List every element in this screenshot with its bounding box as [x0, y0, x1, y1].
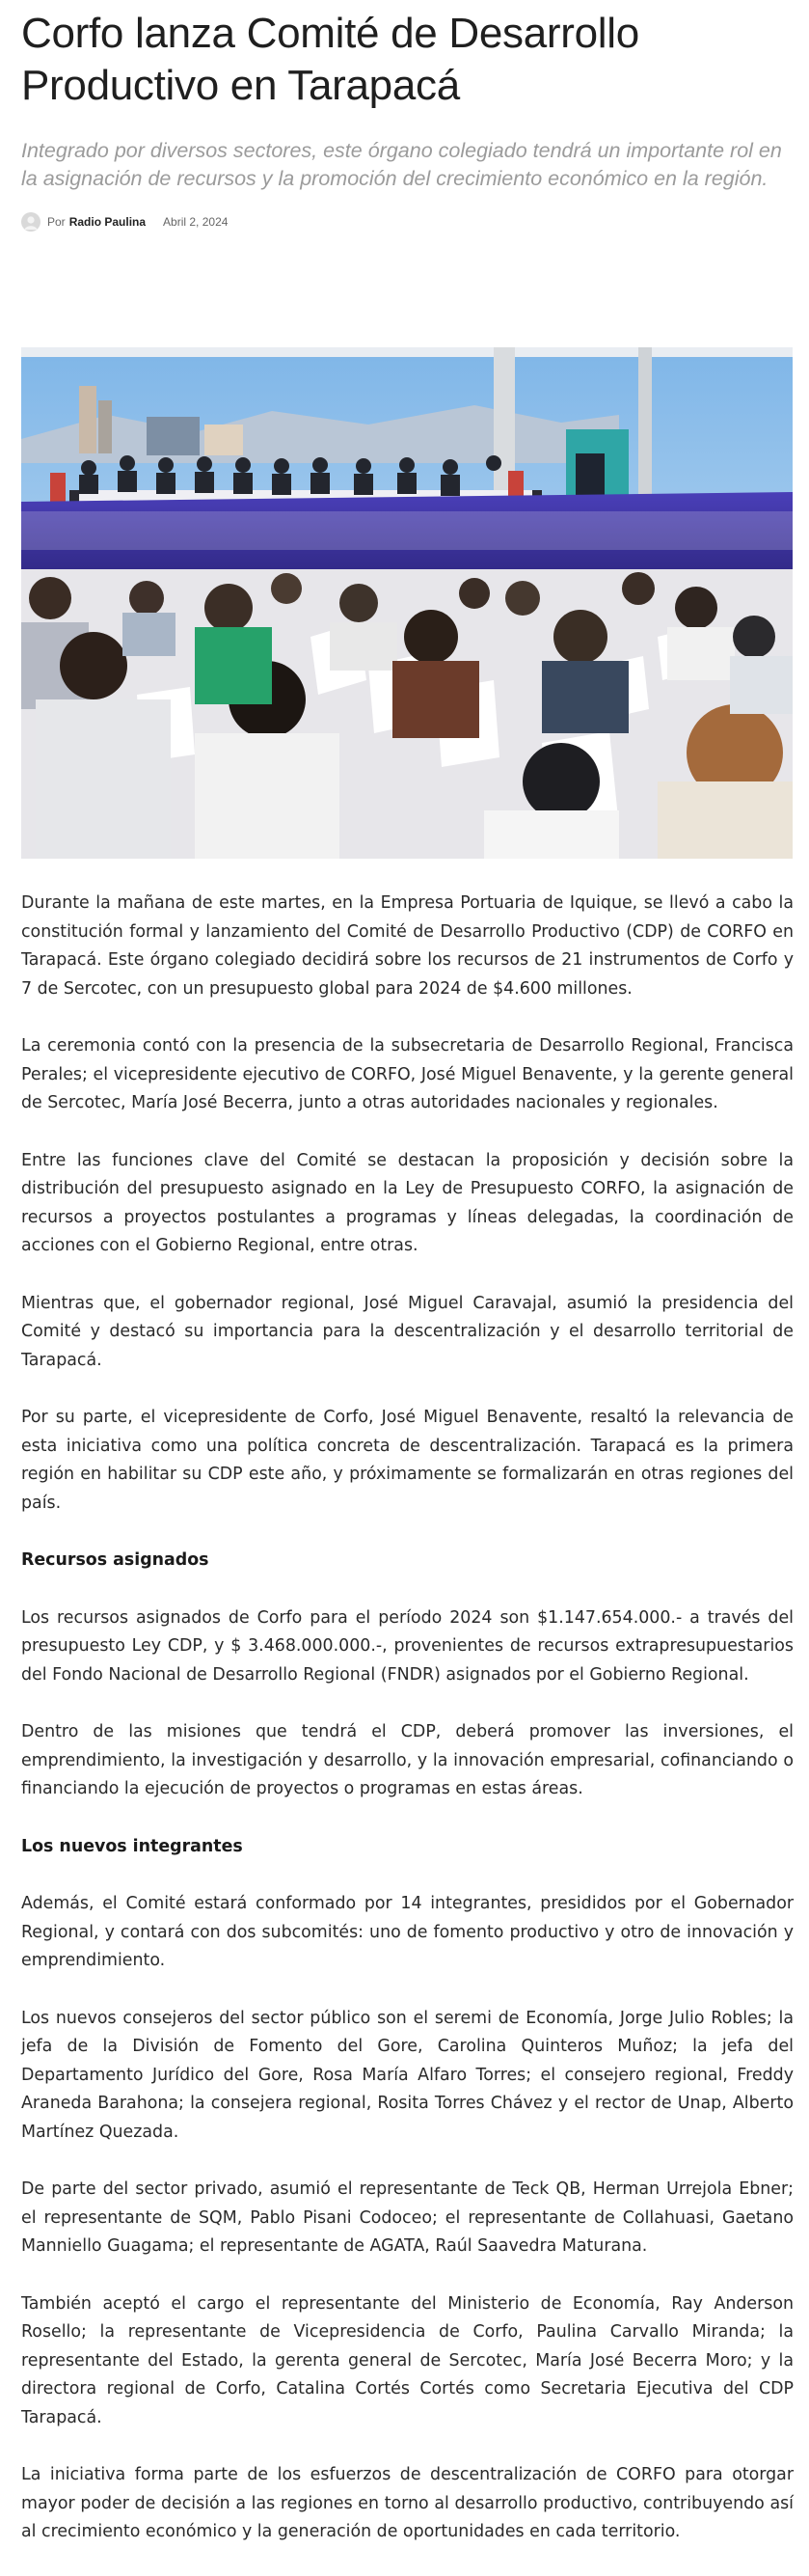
paragraph: Los recursos asignados de Corfo para el período 2024 son $1.147.654.000.- a través del presupuesto Ley CDP, y $ 3.468.000.000.-, provenientes de recursos extrapresupuestarios del Fondo Nacional de Desarrollo Regional (FNDR) asignados por el Gobierno Regional. [21, 1607, 794, 1685]
paragraph: Por su parte, el vicepresidente de Corfo, José Miguel Benavente, resaltó la relevancia de esta iniciativa como una política concreta de descentralización. Tarapacá es la primera región en habilitar su CDP este año, y próximamente se formalizarán en otras regiones del país. [21, 1408, 794, 1513]
avatar [21, 212, 40, 232]
user-icon [21, 212, 40, 232]
paragraph: Dentro de las misiones que tendrá el CDP, deberá promover las inversiones, el emprendimiento, la investigación y desarrollo, y la innovación empresarial, cofinanciando o financiando la ejecución de proyectos o programas en estas áreas. [21, 1722, 794, 1798]
paragraph: La ceremonia contó con la presencia de la subsecretaria de Desarrollo Regional, Francisca Perales; el vicepresidente ejecutivo de CORFO, José Miguel Benavente, y la gerente general de Sercotec, María José Becerra, junto a otras autoridades nacionales y regionales. [21, 1036, 794, 1112]
section-heading: Recursos asignados [21, 1550, 209, 1570]
article [21, 0, 794, 2576]
paragraph: Además, el Comité estará conformado por 14 integrantes, presididos por el Gobernador Regional, y contará con dos subcomités: uno de fomento productivo y otro de innovación y emprendimiento. [21, 1894, 794, 1970]
paragraph: Entre las funciones clave del Comité se destacan la proposición y decisión sobre la distribución del presupuesto asignado en la Ley de Presupuesto CORFO, la asignación de recursos a proyectos postulantes a programas y líneas delegadas, la coordinación de acciones con el Gobierno Regional, entre otras. [21, 1150, 794, 1255]
event-photo [21, 347, 793, 859]
paragraph: De parte del sector privado, asumió el representante de Teck QB, Herman Urrejola Ebner; el representante de SQM, Pablo Pisani Codoceo; el representante de Collahuasi, Gaetano Manniello Guagama; el representante de AGATA, Raúl Saavedra Maturana. [21, 2179, 794, 2256]
article-body [21, 890, 794, 2547]
paragraph: También aceptó el cargo el representante del Ministerio de Economía, Ray Anderson Rosello; la representante de Vicepresidencia de Corfo, Paulina Carvallo Miranda; la representante del Estado, la gerenta general de Sercotec, María José Becerra Moro; y la directora regional de Corfo, Catalina Cortés Cortés como Secretaria Ejecutiva del CDP Tarapacá. [21, 2293, 794, 2427]
author-link[interactable]: Radio Paulina [68, 215, 147, 229]
article-meta [21, 212, 794, 232]
publish-date: Abril 2, 2024 [163, 215, 229, 229]
paragraph: La iniciativa forma parte de los esfuerzos de descentralización de CORFO para otorgar mayor poder de decisión a las regiones en torno al desarrollo productivo, contribuyendo así al crecimiento económico y la generación de oportunidades en cada territorio. [21, 2465, 794, 2541]
article-title: Corfo lanza Comité de Desarrollo Productivo en Tarapacá [21, 10, 639, 109]
paragraph: Los nuevos consejeros del sector público son el seremi de Economía, Jorge Julio Robles; la jefa de la División de Fomento del Gore, Carolina Quinteros Muñoz; la jefa del Departamento Jurídico del Gore, Rosa María Alfaro Torres; el consejero regional, Freddy Araneda Barahona; la consejera regional, Rosita Torres Chávez y el rector de Unap, Alberto Martínez Quezada. [21, 2008, 794, 2142]
paragraph: Mientras que, el gobernador regional, José Miguel Caravajal, asumió la presidencia del Comité y destacó su importancia para la descentralización y el desarrollo territorial de Tarapacá. [21, 1293, 794, 1370]
by-label: Por [47, 215, 66, 229]
paragraph: Durante la mañana de este martes, en la Empresa Portuaria de Iquique, se llevó a cabo la constitución formal y lanzamiento del Comité de Desarrollo Productivo (CDP) de CORFO en Tarapacá. Este órgano colegiado decidirá sobre los recursos de 21 instrumentos de Corfo y 7 de Sercotec, con un presupuesto global para 2024 de $4.600 millones. [21, 893, 794, 999]
section-heading: Los nuevos integrantes [21, 1836, 243, 1856]
article-subtitle: Integrado por diversos sectores, este órgano colegiado tendrá un importante rol en la asignación de recursos y la promoción del crecimiento económico en la región. [21, 139, 782, 190]
